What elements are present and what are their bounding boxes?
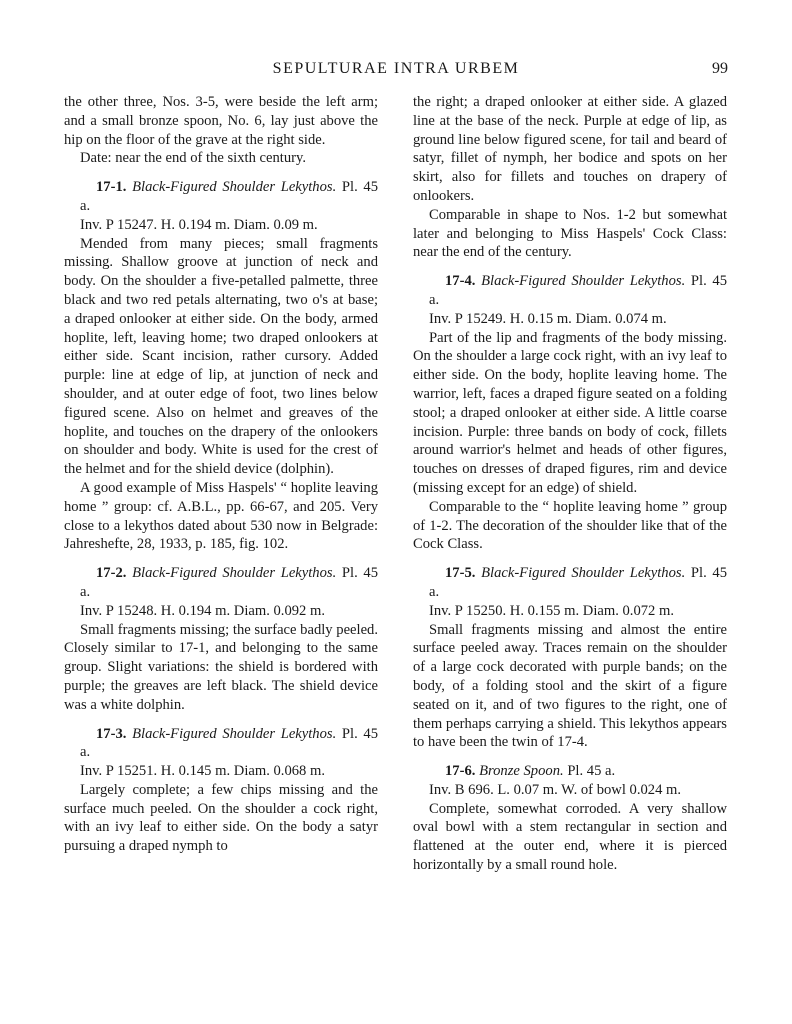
catalogue-entry-17-3 [64,725,378,857]
entry-heading [413,762,727,781]
entry-number: 17-4. [445,273,476,290]
running-head-title: SEPULTURAE INTRA URBEM [272,60,520,77]
entry-title: Black-Figured Shoulder Lekythos. [481,565,686,582]
left-column [64,93,378,856]
catalogue-entry-17-2 [64,564,378,714]
entry-title: Black-Figured Shoulder Lekythos. [132,179,337,196]
date-paragraph: Date: near the end of the sixth century. [80,150,306,167]
entry-plate: Pl. 45 a. [80,725,379,761]
entry-commentary: A good example of Miss Haspels' “ hoplite leaving home ” group: cf. A.B.L., pp. 66-67, and 205. Very close to a lekythos dated about 530 now in Belgrade: Jahreshefte, 28, 1933, p. 185, fig. 102. [64,479,378,553]
page-number: 99 [712,60,728,77]
catalogue-entry-17-1 [64,178,378,554]
inventory-line: Inv. P 15250. H. 0.155 m. Diam. 0.072 m. [429,602,674,619]
entry-plate: Pl. 45 a. [80,179,379,214]
running-head [64,60,728,84]
entry-title: Black-Figured Shoulder Lekythos. [481,273,686,290]
catalogue-entry-17-6 [413,762,727,875]
entry-heading [64,725,378,763]
entry-description: Complete, somewhat corroded. A very shallow oval bowl with a stem rectangular in section and flattened at the outer end, where it is pierced horizontally by a small round hole. [413,800,727,874]
entry-plate: Pl. 45 a. [429,565,728,600]
entry-description: Small fragments missing; the surface badly peeled. Closely similar to 17-1, and belonging to the same group. Slight variations: the shield is bordered with purple; the greaves are left black. The shield device was a white dolphin. [64,621,378,713]
entry-number: 17-5. [445,565,476,582]
entry-number: 17-6. [445,763,476,780]
right-column [413,93,727,875]
continued-commentary: Comparable in shape to Nos. 1-2 but somewhat later and belonging to Miss Haspels' Cock Class: near the end of the century. [413,206,727,261]
inventory-line: Inv. P 15248. H. 0.194 m. Diam. 0.092 m. [80,602,325,619]
entry-number: 17-2. [96,565,127,582]
entry-heading [64,564,378,602]
inventory-line: Inv. B 696. L. 0.07 m. W. of bowl 0.024 m. [429,781,682,798]
continued-paragraph: the right; a draped onlooker at either side. A glazed line at the base of the neck. Purple at edge of lip, as ground line below figured scene, for tail and beard of satyr, fillet of nymph, her bodice and spots on her skirt, also for fillets and touches on drapery of onlookers. [413,94,727,204]
entry-description: Mended from many pieces; small fragments missing. Shallow groove at junction of neck and body. On the shoulder a five-petalled palmette, three black and two red petals alternating, two o's at base; a draped onlooker at either side. On the body, armed hoplite, left, leaving home; two draped onlookers at either side. Scant incision, rather cursory. Added purple: line at edge of lip, at junction of neck and shoulder, and at outer edge of foot, two lines below figured scene. Also on helmet and greaves of the hoplite, and touches on the drapery of the onlookers on shoulder and body. White is used for the crest of the helmet and for the shield device (dolphin). [64,235,378,478]
catalogue-entry-17-5 [413,564,727,752]
entry-title: Black-Figured Shoulder Lekythos. [132,725,337,742]
entry-title: Bronze Spoon. [479,763,564,780]
entry-number: 17-1. [96,179,127,196]
entry-description: Largely complete; a few chips missing and the surface much peeled. On the shoulder a cock right, with an ivy leaf to either side. On the body a satyr pursuing a draped nymph to [64,781,378,855]
entry-description: Part of the lip and fragments of the body missing. On the shoulder a large cock right, with an ivy leaf to either side. On the body, hoplite leaving home. The warrior, left, faces a draped figure seated on a folding stool; a draped onlooker at either side. A little coarse incision. Purple: three bands on body of cock, fillets around warrior's helmet and heads of other figures, touches on dresses of draped figures, rim and device (missing except for an edge) of shield. [413,329,727,496]
inventory-line: Inv. P 15249. H. 0.15 m. Diam. 0.074 m. [429,310,667,327]
inventory-line: Inv. P 15247. H. 0.194 m. Diam. 0.09 m. [80,216,318,233]
catalogue-entry-17-4 [413,272,727,554]
intro-paragraph: the other three, Nos. 3-5, were beside the left arm; and a small bronze spoon, No. 6, lay just above the hip on the floor of the grave at the right side. [64,94,378,148]
entry-heading [64,178,378,216]
entry-title: Black-Figured Shoulder Lekythos. [132,565,337,582]
entry-plate: Pl. 45 a. [567,763,616,780]
entry-number: 17-3. [96,725,127,742]
entry-plate: Pl. 45 a. [429,273,728,308]
entry-commentary: Comparable to the “ hoplite leaving home ” group of 1-2. The decoration of the shoulder like that of the Cock Class. [413,498,727,553]
entry-plate: Pl. 45 a. [80,565,379,600]
entry-description: Small fragments missing and almost the entire surface peeled away. Traces remain on the shoulder of a large cock decorated with purple bands; on the body, of a folding stool and the skirt of a figure seated on it, and of two figures to the right, one of them perhaps carrying a shield. This lekythos appears to have been the twin of 17-4. [413,621,727,751]
entry-heading [413,272,727,310]
entry-heading [413,564,727,602]
inventory-line: Inv. P 15251. H. 0.145 m. Diam. 0.068 m. [80,763,325,780]
